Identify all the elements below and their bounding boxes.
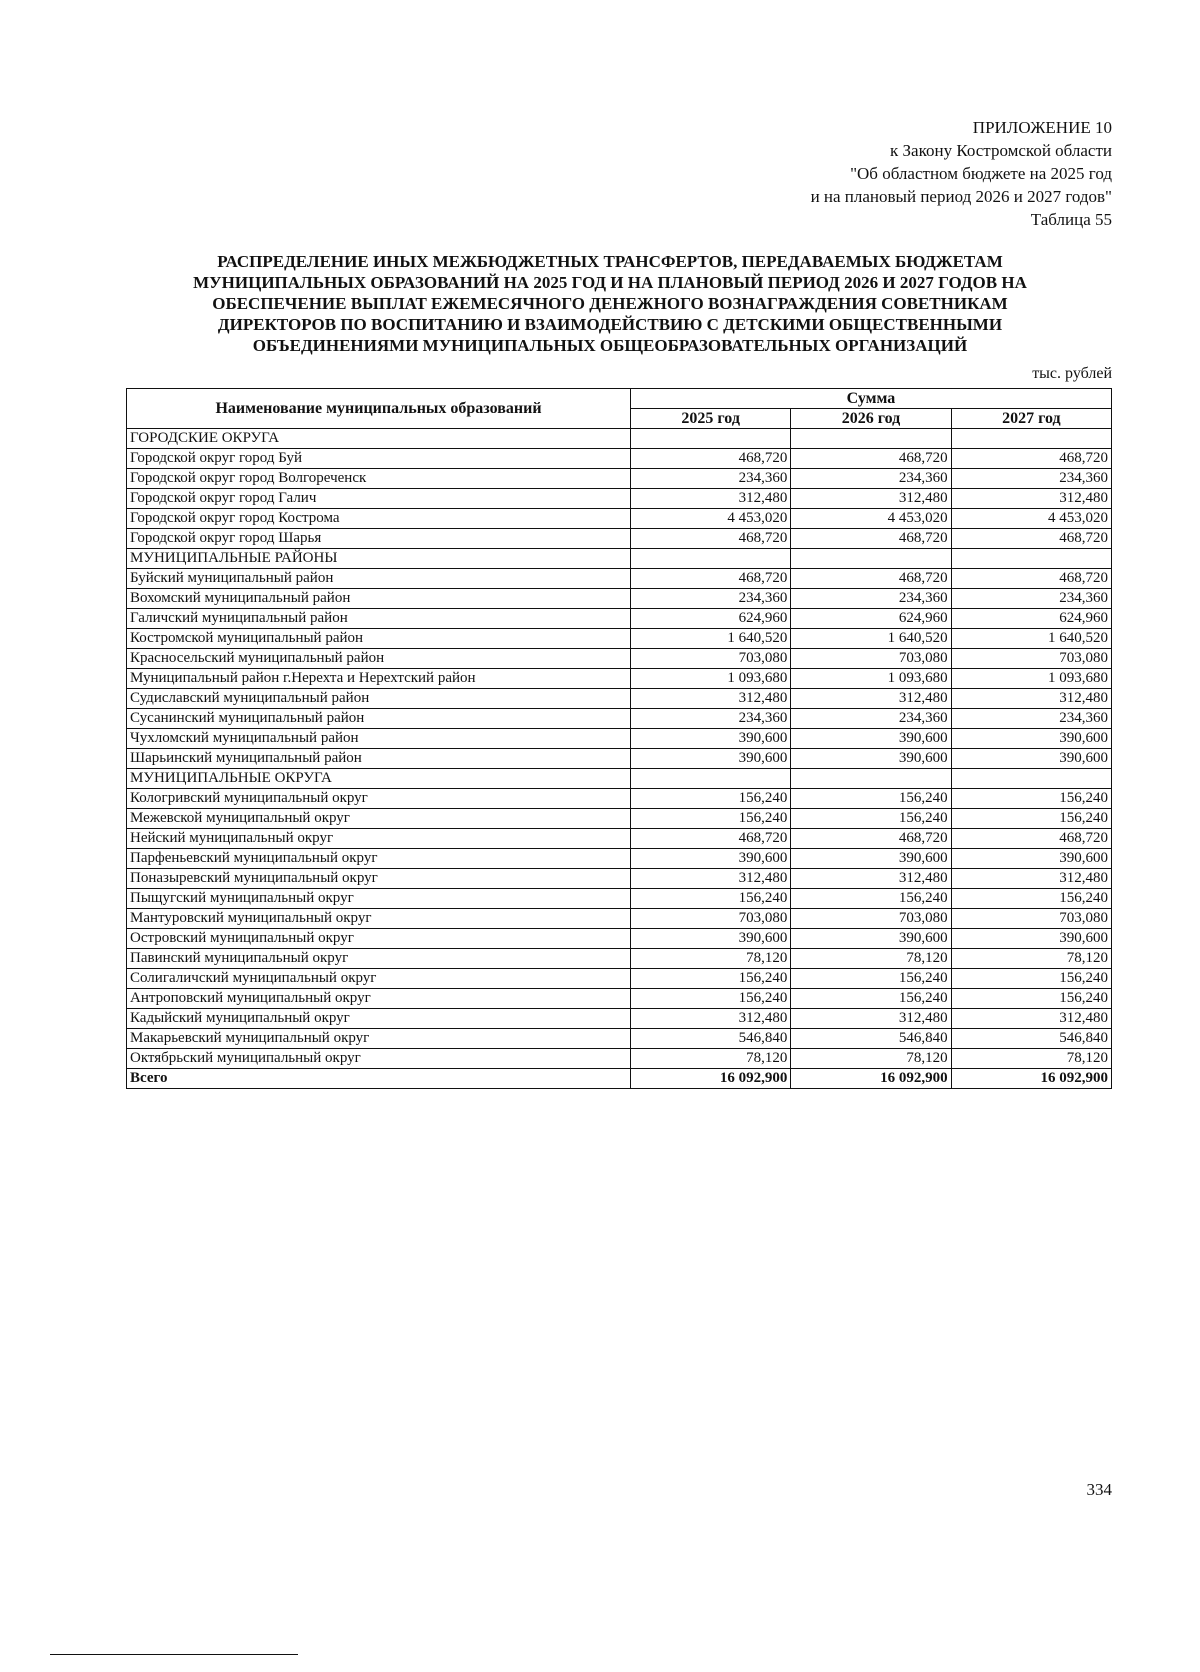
amount-cell-2027: 312,480 [951,869,1111,889]
amount-cell-2027: 468,720 [951,569,1111,589]
amount-cell-2025: 78,120 [631,1049,791,1069]
amount-cell-2027: 78,120 [951,949,1111,969]
municipality-name-cell: Вохомский муниципальный район [127,589,631,609]
amount-cell-2027: 1 093,680 [951,669,1111,689]
sum-column-header: Сумма [631,389,1112,409]
municipality-name-cell: Сусанинский муниципальный район [127,709,631,729]
table-row [127,869,1112,889]
amount-cell-2026: 703,080 [791,909,951,929]
amount-cell-2025: 78,120 [631,949,791,969]
year-header-2027: 2027 год [951,409,1111,429]
table-body [127,429,1112,1089]
municipality-name-cell: Межевской муниципальный округ [127,809,631,829]
amount-cell-2026: 1 640,520 [791,629,951,649]
municipality-name-cell: Павинский муниципальный округ [127,949,631,969]
amount-cell-2027: 703,080 [951,909,1111,929]
title-line: МУНИЦИПАЛЬНЫХ ОБРАЗОВАНИЙ НА 2025 ГОД И НА ПЛАНОВЫЙ ПЕРИОД 2026 И 2027 ГОДОВ НА [193,273,1027,292]
table-number: Таблица 55 [1030,210,1112,229]
amount-cell-2027: 156,240 [951,889,1111,909]
table-row [127,1049,1112,1069]
table-row [127,749,1112,769]
table-row [127,729,1112,749]
amount-cell-2026: 312,480 [791,1009,951,1029]
municipality-name-cell: Поназыревский муниципальный округ [127,869,631,889]
amount-cell-2026: 312,480 [791,869,951,889]
amount-cell-2027: 156,240 [951,969,1111,989]
amount-cell-2025: 312,480 [631,869,791,889]
amount-cell-2026: 390,600 [791,729,951,749]
amount-cell-2027: 1 640,520 [951,629,1111,649]
amount-cell-2027: 390,600 [951,849,1111,869]
amount-cell-2026: 703,080 [791,649,951,669]
appendix-law-ref: к Закону Костромской области [890,141,1112,160]
amount-cell-2025: 546,840 [631,1029,791,1049]
table-row [127,949,1112,969]
amount-cell-2025: 4 453,020 [631,509,791,529]
amount-cell-2027: 156,240 [951,809,1111,829]
table-row [127,469,1112,489]
amount-cell-2026: 156,240 [791,809,951,829]
municipality-name-cell: Галичский муниципальный район [127,609,631,629]
amount-cell-2027: 234,360 [951,709,1111,729]
municipality-name-cell: Макарьевский муниципальный округ [127,1029,631,1049]
amount-cell-2025: 703,080 [631,649,791,669]
amount-cell-2026: 156,240 [791,789,951,809]
amount-cell-2025 [631,549,791,569]
amount-cell-2027: 156,240 [951,789,1111,809]
title-line: ОБЕСПЕЧЕНИЕ ВЫПЛАТ ЕЖЕМЕСЯЧНОГО ДЕНЕЖНОГО ВОЗНАГРАЖДЕНИЯ СОВЕТНИКАМ [212,294,1008,313]
municipality-name-cell: Судиславский муниципальный район [127,689,631,709]
amount-cell-2026: 390,600 [791,849,951,869]
appendix-header [811,116,1112,231]
amount-cell-2026: 390,600 [791,749,951,769]
table-row [127,929,1112,949]
amount-cell-2026: 390,600 [791,929,951,949]
amount-cell-2025: 234,360 [631,709,791,729]
municipality-name-cell: Октябрьский муниципальный округ [127,1049,631,1069]
amount-cell-2025: 390,600 [631,729,791,749]
table-row [127,489,1112,509]
amount-cell-2027: 390,600 [951,929,1111,949]
municipality-name-cell: Мантуровский муниципальный округ [127,909,631,929]
appendix-law-period: и на плановый период 2026 и 2027 годов" [810,187,1112,206]
municipality-name-cell: Антроповский муниципальный округ [127,989,631,1009]
year-header-2025: 2025 год [631,409,791,429]
amount-cell-2026: 468,720 [791,569,951,589]
amount-cell-2025: 468,720 [631,829,791,849]
units-label: тыс. рублей [1032,365,1112,382]
table-row [127,669,1112,689]
table-row [127,989,1112,1009]
municipality-name-cell: Пыщугский муниципальный округ [127,889,631,909]
amount-cell-2025: 1 640,520 [631,629,791,649]
amount-cell-2025: 312,480 [631,689,791,709]
page-number: 334 [1086,1480,1112,1499]
municipality-name-cell: Кологривский муниципальный округ [127,789,631,809]
table-row [127,1029,1112,1049]
amount-cell-2027 [951,769,1111,789]
section-header-cell: МУНИЦИПАЛЬНЫЕ РАЙОНЫ [127,549,631,569]
table-header-row [127,389,1112,409]
total-2025: 16 092,900 [631,1069,791,1089]
appendix-law-title: "Об областном бюджете на 2025 год [850,164,1112,183]
amount-cell-2026: 234,360 [791,589,951,609]
amount-cell-2025: 156,240 [631,889,791,909]
total-2026: 16 092,900 [791,1069,951,1089]
amount-cell-2025: 312,480 [631,489,791,509]
amount-cell-2025: 468,720 [631,449,791,469]
municipality-name-cell: Красносельский муниципальный район [127,649,631,669]
municipality-name-cell: Чухломский муниципальный район [127,729,631,749]
amount-cell-2027: 156,240 [951,989,1111,1009]
municipality-name-cell: Городской округ город Шарья [127,529,631,549]
amount-cell-2027: 78,120 [951,1049,1111,1069]
amount-cell-2027: 234,360 [951,469,1111,489]
amount-cell-2027: 546,840 [951,1029,1111,1049]
amount-cell-2026: 78,120 [791,1049,951,1069]
amount-cell-2025: 312,480 [631,1009,791,1029]
amount-cell-2025: 624,960 [631,609,791,629]
amount-cell-2025: 156,240 [631,789,791,809]
amount-cell-2026: 156,240 [791,889,951,909]
table-row [127,889,1112,909]
municipality-name-cell: Солигаличский муниципальный округ [127,969,631,989]
table-row [127,529,1112,549]
amount-cell-2026: 312,480 [791,689,951,709]
amount-cell-2025: 156,240 [631,989,791,1009]
amount-cell-2025: 390,600 [631,749,791,769]
amount-cell-2027: 468,720 [951,449,1111,469]
municipality-name-cell: Городской округ город Галич [127,489,631,509]
amount-cell-2026 [791,429,951,449]
amount-cell-2026: 156,240 [791,969,951,989]
amount-cell-2025: 1 093,680 [631,669,791,689]
municipality-name-cell: Костромской муниципальный район [127,629,631,649]
table-row [127,689,1112,709]
amount-cell-2027: 468,720 [951,829,1111,849]
table-row [127,809,1112,829]
amount-cell-2026: 624,960 [791,609,951,629]
amount-cell-2026: 234,360 [791,469,951,489]
table-row [127,589,1112,609]
table-row [127,649,1112,669]
amount-cell-2025: 390,600 [631,849,791,869]
municipality-name-cell: Нейский муниципальный округ [127,829,631,849]
amount-cell-2027: 234,360 [951,589,1111,609]
amount-cell-2025: 234,360 [631,589,791,609]
amount-cell-2026: 468,720 [791,449,951,469]
amount-cell-2027: 312,480 [951,489,1111,509]
municipality-name-cell: Городской округ город Волгореченск [127,469,631,489]
amount-cell-2025: 390,600 [631,929,791,949]
section-header-cell: ГОРОДСКИЕ ОКРУГА [127,429,631,449]
budget-table [126,388,1112,1089]
amount-cell-2026: 468,720 [791,529,951,549]
amount-cell-2026 [791,549,951,569]
title-line: ОБЪЕДИНЕНИЯМИ МУНИЦИПАЛЬНЫХ ОБЩЕОБРАЗОВАТЕЛЬНЫХ ОРГАНИЗАЦИЙ [252,336,968,355]
table-row [127,509,1112,529]
table-row [127,849,1112,869]
amount-cell-2027: 390,600 [951,749,1111,769]
amount-cell-2026: 546,840 [791,1029,951,1049]
amount-cell-2025: 468,720 [631,529,791,549]
amount-cell-2025 [631,769,791,789]
document-title [110,251,1110,356]
table-row [127,549,1112,569]
section-header-cell: МУНИЦИПАЛЬНЫЕ ОКРУГА [127,769,631,789]
amount-cell-2026: 1 093,680 [791,669,951,689]
year-header-2026: 2026 год [791,409,951,429]
title-line: ДИРЕКТОРОВ ПО ВОСПИТАНИЮ И ВЗАИМОДЕЙСТВИЮ С ДЕТСКИМИ ОБЩЕСТВЕННЫМИ [217,315,1003,334]
table-row [127,829,1112,849]
table-row [127,1009,1112,1029]
amount-cell-2027: 4 453,020 [951,509,1111,529]
municipality-name-cell: Городской округ город Кострома [127,509,631,529]
amount-cell-2027 [951,549,1111,569]
title-line: РАСПРЕДЕЛЕНИЕ ИНЫХ МЕЖБЮДЖЕТНЫХ ТРАНСФЕРТОВ, ПЕРЕДАВАЕМЫХ БЮДЖЕТАМ [217,252,1003,271]
municipality-name-cell: Кадыйский муниципальный округ [127,1009,631,1029]
amount-cell-2027: 624,960 [951,609,1111,629]
amount-cell-2027 [951,429,1111,449]
municipality-name-cell: Буйский муниципальный район [127,569,631,589]
table-row [127,709,1112,729]
amount-cell-2025: 468,720 [631,569,791,589]
municipality-name-cell: Островский муниципальный округ [127,929,631,949]
table-row [127,629,1112,649]
municipality-name-cell: Городской округ город Буй [127,449,631,469]
total-label: Всего [127,1069,631,1089]
amount-cell-2027: 312,480 [951,1009,1111,1029]
table-row [127,609,1112,629]
municipality-name-cell: Шарьинский муниципальный район [127,749,631,769]
table-row [127,429,1112,449]
appendix-number: ПРИЛОЖЕНИЕ 10 [972,118,1112,137]
amount-cell-2027: 703,080 [951,649,1111,669]
table-row [127,789,1112,809]
amount-cell-2027: 312,480 [951,689,1111,709]
municipality-name-cell: Муниципальный район г.Нерехта и Нерехтский район [127,669,631,689]
amount-cell-2026: 312,480 [791,489,951,509]
amount-cell-2027: 390,600 [951,729,1111,749]
municipality-name-cell: Парфеньевский муниципальный округ [127,849,631,869]
amount-cell-2026: 78,120 [791,949,951,969]
amount-cell-2027: 468,720 [951,529,1111,549]
amount-cell-2026: 234,360 [791,709,951,729]
table-row [127,769,1112,789]
total-row [127,1069,1112,1089]
amount-cell-2025 [631,429,791,449]
total-2027: 16 092,900 [951,1069,1111,1089]
footnote-divider [50,1654,298,1655]
amount-cell-2025: 234,360 [631,469,791,489]
amount-cell-2025: 703,080 [631,909,791,929]
table-row [127,569,1112,589]
amount-cell-2026: 156,240 [791,989,951,1009]
amount-cell-2025: 156,240 [631,969,791,989]
table-row [127,969,1112,989]
amount-cell-2026 [791,769,951,789]
table-row [127,449,1112,469]
name-column-header: Наименование муниципальных образований [127,389,631,429]
amount-cell-2026: 4 453,020 [791,509,951,529]
table-row [127,909,1112,929]
amount-cell-2025: 156,240 [631,809,791,829]
amount-cell-2026: 468,720 [791,829,951,849]
